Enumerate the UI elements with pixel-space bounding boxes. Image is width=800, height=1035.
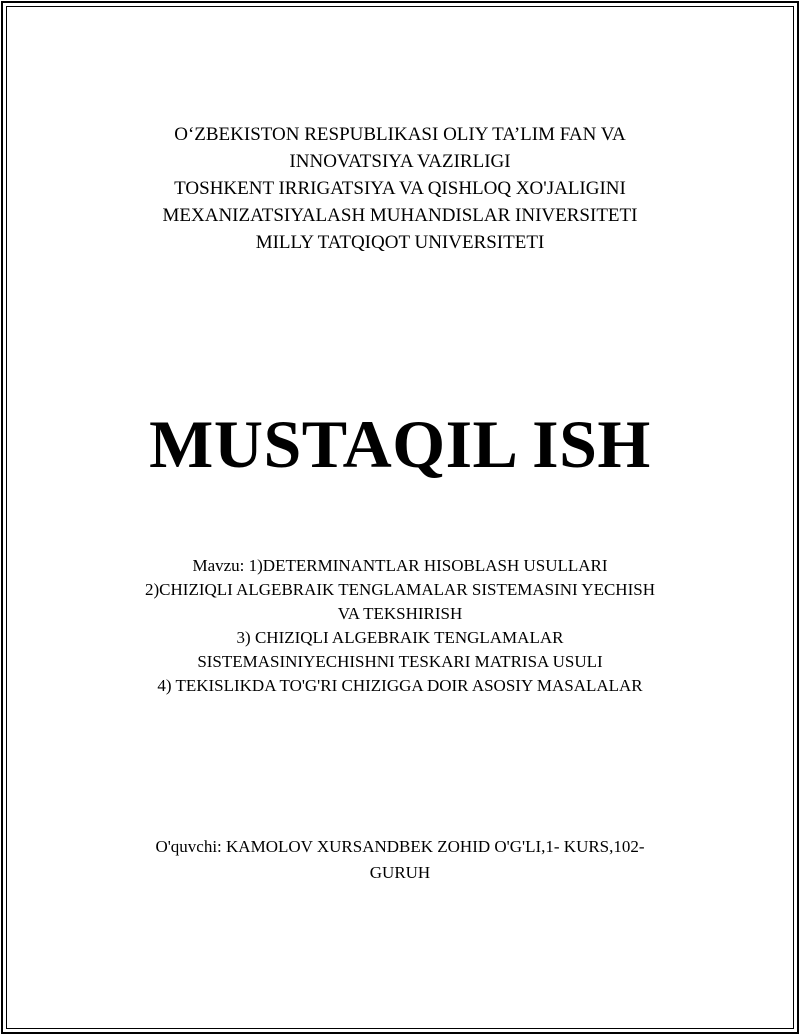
topic-line: 2)CHIZIQLI ALGEBRAIK TENGLAMALAR SISTEMASINI YECHISH bbox=[145, 580, 655, 599]
topic-line: VA TEKSHIRISH bbox=[337, 604, 463, 623]
header-line: O‘ZBEKISTON RESPUBLIKASI OLIY TA’LIM FAN VA bbox=[174, 124, 626, 145]
student-line: GURUH bbox=[369, 863, 431, 882]
topic-line: 4) TEKISLIKDA TO'G'RI CHIZIGGA DOIR ASOSIY MASALALAR bbox=[157, 676, 643, 695]
topic-line: 3) CHIZIQLI ALGEBRAIK TENGLAMALAR bbox=[236, 628, 564, 647]
header-line: MILLY TATQIQOT UNIVERSITETI bbox=[255, 232, 545, 253]
institution-header bbox=[0, 121, 800, 256]
header-line: INNOVATSIYA VAZIRLIGI bbox=[289, 151, 511, 172]
student-line: O'quvchi: KAMOLOV XURSANDBEK ZOHID O'G'LI,1- KURS,102- bbox=[155, 837, 645, 856]
document-title: MUSTAQIL ISH bbox=[149, 406, 651, 482]
topic-line: SISTEMASINIYECHISHNI TESKARI MATRISA USULI bbox=[197, 652, 603, 671]
header-line: TOSHKENT IRRIGATSIYA VA QISHLOQ XO'JALIGINI bbox=[174, 178, 626, 199]
header-line: MEXANIZATSIYALASH MUHANDISLAR INIVERSITETI bbox=[162, 205, 638, 226]
topic-line: Mavzu: 1)DETERMINANTLAR HISOBLASH USULLARI bbox=[192, 556, 608, 575]
student-info bbox=[0, 834, 800, 886]
topic-block bbox=[0, 554, 800, 698]
